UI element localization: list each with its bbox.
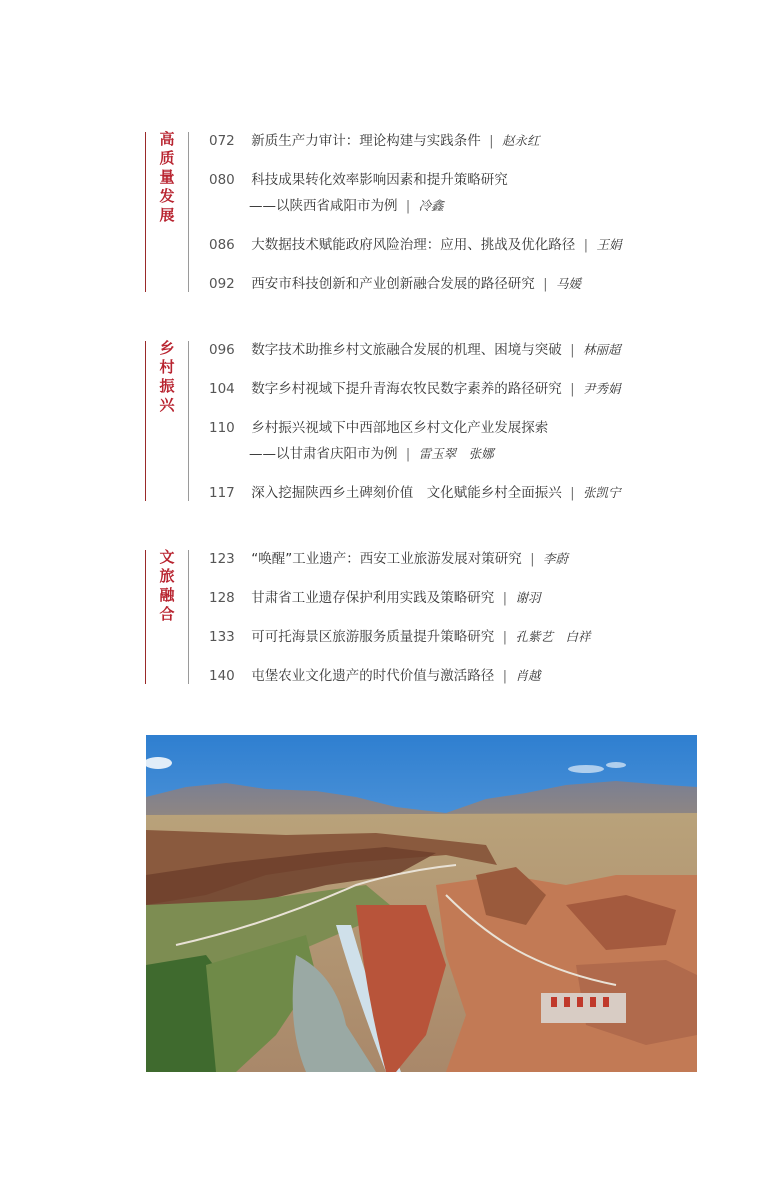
article-subtitle: ——以甘肃省庆阳市为例 bbox=[249, 446, 398, 462]
page-number: 086 bbox=[209, 237, 235, 253]
separator: | bbox=[570, 381, 575, 397]
page-number: 123 bbox=[209, 551, 235, 567]
section-left-rule bbox=[145, 132, 146, 292]
article-title: 乡村振兴视域下中西部地区乡村文化产业发展探索 bbox=[251, 420, 549, 436]
section-divider bbox=[188, 132, 189, 292]
toc-entry[interactable] bbox=[209, 380, 620, 398]
separator: | bbox=[502, 629, 508, 645]
article-title: 数字乡村视域下提升青海农牧民数字素养的路径研究 bbox=[251, 381, 562, 397]
article-title: 大数据技术赋能政府风险治理：应用、挑战及优化路径 bbox=[251, 237, 576, 253]
toc-entry[interactable] bbox=[209, 667, 540, 685]
landscape-illustration bbox=[146, 735, 697, 1072]
section-title: 文旅融合 bbox=[159, 548, 175, 623]
article-title: 新质生产力审计：理论构建与实践条件 bbox=[251, 133, 481, 149]
toc-entry[interactable] bbox=[209, 484, 620, 502]
toc-entry[interactable] bbox=[209, 171, 508, 189]
page-number: 096 bbox=[209, 342, 235, 358]
toc-entry[interactable] bbox=[209, 628, 590, 646]
separator: | bbox=[570, 485, 575, 501]
article-title: 西安市科技创新和产业创新融合发展的路径研究 bbox=[251, 276, 535, 292]
page-number: 117 bbox=[209, 485, 235, 501]
author: 雷玉翠 张娜 bbox=[418, 446, 494, 461]
toc-section-high-quality bbox=[145, 132, 705, 292]
separator: | bbox=[405, 446, 411, 462]
toc-entry[interactable] bbox=[209, 275, 581, 293]
author: 孔紫艺 白祥 bbox=[515, 629, 591, 644]
author: 林丽超 bbox=[582, 342, 621, 357]
separator: | bbox=[543, 276, 548, 292]
author: 张凯宁 bbox=[582, 485, 621, 500]
separator: | bbox=[405, 198, 411, 214]
page-number: 072 bbox=[209, 133, 235, 149]
separator: | bbox=[489, 133, 494, 149]
article-title: 深入挖掘陕西乡土碑刻价值 文化赋能乡村全面振兴 bbox=[251, 485, 562, 501]
toc-entry[interactable] bbox=[209, 132, 539, 150]
separator: | bbox=[502, 668, 508, 684]
toc-section-culture-tourism bbox=[145, 550, 705, 684]
author: 谢羽 bbox=[515, 590, 541, 605]
separator: | bbox=[530, 551, 535, 567]
toc-entry[interactable] bbox=[209, 589, 540, 607]
toc-entry[interactable] bbox=[209, 236, 621, 254]
toc-entry-subtitle bbox=[249, 445, 494, 463]
article-title: 屯堡农业文化遗产的时代价值与激活路径 bbox=[251, 668, 495, 684]
article-title: 甘肃省工业遗存保护利用实践及策略研究 bbox=[251, 590, 495, 606]
page-number: 092 bbox=[209, 276, 235, 292]
author: 赵永红 bbox=[501, 133, 540, 148]
separator: | bbox=[570, 342, 575, 358]
page-number: 110 bbox=[209, 420, 235, 436]
article-subtitle: ——以陕西省咸阳市为例 bbox=[249, 198, 398, 214]
section-left-rule bbox=[145, 341, 146, 501]
section-title: 高质量发展 bbox=[159, 130, 175, 224]
author: 李蔚 bbox=[542, 551, 568, 566]
page-number: 080 bbox=[209, 172, 235, 188]
author: 尹秀娟 bbox=[582, 381, 621, 396]
section-left-rule bbox=[145, 550, 146, 684]
article-title: 可可托海景区旅游服务质量提升策略研究 bbox=[251, 629, 495, 645]
toc-entry-subtitle bbox=[249, 197, 444, 215]
section-title: 乡村振兴 bbox=[159, 339, 175, 414]
section-divider bbox=[188, 550, 189, 684]
separator: | bbox=[502, 590, 508, 606]
toc-section-rural bbox=[145, 341, 705, 501]
toc-entry[interactable] bbox=[209, 550, 568, 568]
author: 冷鑫 bbox=[418, 198, 444, 213]
article-title: 数字技术助推乡村文旅融合发展的机理、困境与突破 bbox=[251, 342, 562, 358]
landscape-photo bbox=[146, 735, 697, 1072]
author: 王娟 bbox=[596, 237, 622, 252]
page-number: 128 bbox=[209, 590, 235, 606]
section-divider bbox=[188, 341, 189, 501]
article-title: 科技成果转化效率影响因素和提升策略研究 bbox=[251, 172, 508, 188]
separator: | bbox=[583, 237, 589, 253]
author: 马媛 bbox=[555, 276, 581, 291]
page-number: 133 bbox=[209, 629, 235, 645]
article-title: “唤醒”工业遗产：西安工业旅游发展对策研究 bbox=[251, 551, 522, 567]
toc-entry[interactable] bbox=[209, 419, 548, 437]
page-number: 140 bbox=[209, 668, 235, 684]
author: 肖越 bbox=[515, 668, 541, 683]
page-number: 104 bbox=[209, 381, 235, 397]
toc-entry[interactable] bbox=[209, 341, 620, 359]
